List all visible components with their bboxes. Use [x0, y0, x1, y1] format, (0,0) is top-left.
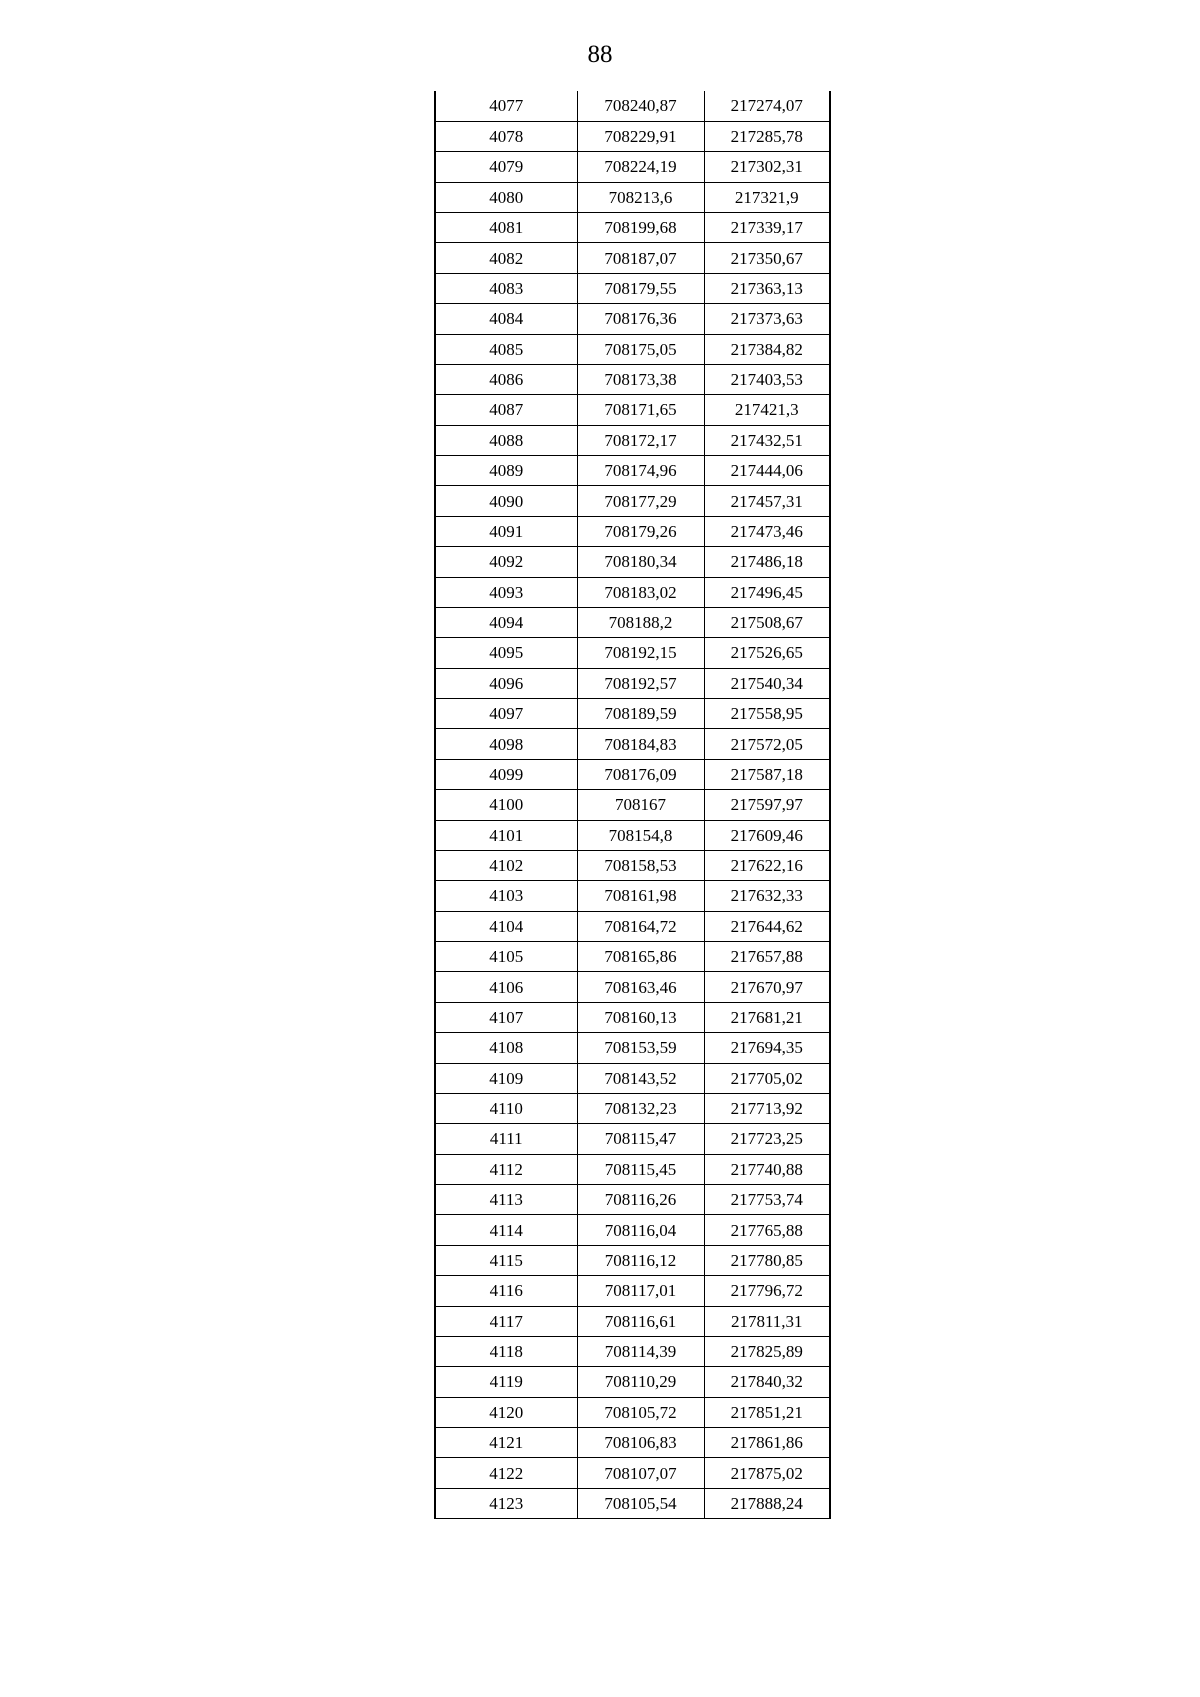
x-coordinate-cell: 708176,36: [577, 304, 704, 334]
table-row: [435, 881, 830, 911]
table-row: [435, 1458, 830, 1488]
table-row: [435, 1367, 830, 1397]
point-number-cell: 4107: [435, 1002, 577, 1032]
table-row: [435, 790, 830, 820]
table-row: [435, 304, 830, 334]
y-coordinate-cell: 217888,24: [704, 1488, 830, 1518]
x-coordinate-cell: 708114,39: [577, 1336, 704, 1366]
table-row: [435, 395, 830, 425]
point-number-cell: 4088: [435, 425, 577, 455]
point-number-cell: 4103: [435, 881, 577, 911]
point-number-cell: 4081: [435, 213, 577, 243]
point-number-cell: 4082: [435, 243, 577, 273]
table-row: [435, 182, 830, 212]
y-coordinate-cell: 217765,88: [704, 1215, 830, 1245]
x-coordinate-cell: 708176,09: [577, 759, 704, 789]
x-coordinate-cell: 708107,07: [577, 1458, 704, 1488]
table-row: [435, 1306, 830, 1336]
x-coordinate-cell: 708132,23: [577, 1093, 704, 1123]
x-coordinate-cell: 708173,38: [577, 364, 704, 394]
y-coordinate-cell: 217508,67: [704, 607, 830, 637]
table-row: [435, 1428, 830, 1458]
y-coordinate-cell: 217670,97: [704, 972, 830, 1002]
y-coordinate-cell: 217457,31: [704, 486, 830, 516]
point-number-cell: 4095: [435, 638, 577, 668]
table-row: [435, 213, 830, 243]
point-number-cell: 4086: [435, 364, 577, 394]
table-row: [435, 273, 830, 303]
table-row: [435, 577, 830, 607]
x-coordinate-cell: 708192,15: [577, 638, 704, 668]
table-row: [435, 911, 830, 941]
y-coordinate-cell: 217811,31: [704, 1306, 830, 1336]
point-number-cell: 4116: [435, 1276, 577, 1306]
y-coordinate-cell: 217597,97: [704, 790, 830, 820]
point-number-cell: 4083: [435, 273, 577, 303]
page-number: 88: [587, 41, 613, 68]
table-row: [435, 1215, 830, 1245]
point-number-cell: 4105: [435, 942, 577, 972]
y-coordinate-cell: 217321,9: [704, 182, 830, 212]
table-row: [435, 1063, 830, 1093]
y-coordinate-cell: 217723,25: [704, 1124, 830, 1154]
point-number-cell: 4093: [435, 577, 577, 607]
table-row: [435, 972, 830, 1002]
x-coordinate-cell: 708167: [577, 790, 704, 820]
y-coordinate-cell: 217780,85: [704, 1245, 830, 1275]
y-coordinate-cell: 217285,78: [704, 121, 830, 151]
y-coordinate-cell: 217861,86: [704, 1428, 830, 1458]
point-number-cell: 4087: [435, 395, 577, 425]
y-coordinate-cell: 217403,53: [704, 364, 830, 394]
point-number-cell: 4096: [435, 668, 577, 698]
table-row: [435, 1033, 830, 1063]
table-row: [435, 456, 830, 486]
table-row: [435, 121, 830, 151]
x-coordinate-cell: 708177,29: [577, 486, 704, 516]
point-number-cell: 4104: [435, 911, 577, 941]
table-row: [435, 486, 830, 516]
table-row: [435, 91, 830, 121]
y-coordinate-cell: 217496,45: [704, 577, 830, 607]
table-row: [435, 607, 830, 637]
x-coordinate-cell: 708164,72: [577, 911, 704, 941]
table-row: [435, 1093, 830, 1123]
point-number-cell: 4100: [435, 790, 577, 820]
x-coordinate-cell: 708174,96: [577, 456, 704, 486]
x-coordinate-cell: 708184,83: [577, 729, 704, 759]
point-number-cell: 4092: [435, 547, 577, 577]
x-coordinate-cell: 708187,07: [577, 243, 704, 273]
point-number-cell: 4111: [435, 1124, 577, 1154]
table-row: [435, 729, 830, 759]
table-row: [435, 547, 830, 577]
table-row: [435, 1488, 830, 1518]
table-row: [435, 425, 830, 455]
x-coordinate-cell: 708160,13: [577, 1002, 704, 1032]
point-number-cell: 4089: [435, 456, 577, 486]
y-coordinate-cell: 217622,16: [704, 850, 830, 880]
y-coordinate-cell: 217644,62: [704, 911, 830, 941]
x-coordinate-cell: 708229,91: [577, 121, 704, 151]
point-number-cell: 4106: [435, 972, 577, 1002]
point-number-cell: 4102: [435, 850, 577, 880]
y-coordinate-cell: 217384,82: [704, 334, 830, 364]
point-number-cell: 4108: [435, 1033, 577, 1063]
y-coordinate-cell: 217632,33: [704, 881, 830, 911]
x-coordinate-cell: 708110,29: [577, 1367, 704, 1397]
y-coordinate-cell: 217705,02: [704, 1063, 830, 1093]
y-coordinate-cell: 217753,74: [704, 1185, 830, 1215]
point-number-cell: 4078: [435, 121, 577, 151]
y-coordinate-cell: 217540,34: [704, 668, 830, 698]
x-coordinate-cell: 708116,04: [577, 1215, 704, 1245]
y-coordinate-cell: 217339,17: [704, 213, 830, 243]
x-coordinate-cell: 708179,26: [577, 516, 704, 546]
point-number-cell: 4122: [435, 1458, 577, 1488]
x-coordinate-cell: 708213,6: [577, 182, 704, 212]
x-coordinate-cell: 708106,83: [577, 1428, 704, 1458]
table-row: [435, 334, 830, 364]
y-coordinate-cell: 217694,35: [704, 1033, 830, 1063]
y-coordinate-cell: 217840,32: [704, 1367, 830, 1397]
x-coordinate-cell: 708116,26: [577, 1185, 704, 1215]
table-row: [435, 942, 830, 972]
table-row: [435, 1276, 830, 1306]
point-number-cell: 4079: [435, 152, 577, 182]
point-number-cell: 4090: [435, 486, 577, 516]
point-number-cell: 4120: [435, 1397, 577, 1427]
y-coordinate-cell: 217572,05: [704, 729, 830, 759]
x-coordinate-cell: 708117,01: [577, 1276, 704, 1306]
point-number-cell: 4094: [435, 607, 577, 637]
table-row: [435, 1002, 830, 1032]
table-row: [435, 1154, 830, 1184]
x-coordinate-cell: 708192,57: [577, 668, 704, 698]
point-number-cell: 4091: [435, 516, 577, 546]
y-coordinate-cell: 217274,07: [704, 91, 830, 121]
x-coordinate-cell: 708105,54: [577, 1488, 704, 1518]
point-number-cell: 4112: [435, 1154, 577, 1184]
y-coordinate-cell: 217363,13: [704, 273, 830, 303]
y-coordinate-cell: 217681,21: [704, 1002, 830, 1032]
y-coordinate-cell: 217587,18: [704, 759, 830, 789]
table-row: [435, 516, 830, 546]
x-coordinate-cell: 708161,98: [577, 881, 704, 911]
x-coordinate-cell: 708179,55: [577, 273, 704, 303]
table-row: [435, 364, 830, 394]
y-coordinate-cell: 217609,46: [704, 820, 830, 850]
point-number-cell: 4077: [435, 91, 577, 121]
x-coordinate-cell: 708158,53: [577, 850, 704, 880]
y-coordinate-cell: 217373,63: [704, 304, 830, 334]
point-number-cell: 4117: [435, 1306, 577, 1336]
x-coordinate-cell: 708116,12: [577, 1245, 704, 1275]
y-coordinate-cell: 217796,72: [704, 1276, 830, 1306]
point-number-cell: 4109: [435, 1063, 577, 1093]
y-coordinate-cell: 217740,88: [704, 1154, 830, 1184]
point-number-cell: 4123: [435, 1488, 577, 1518]
x-coordinate-cell: 708240,87: [577, 91, 704, 121]
y-coordinate-cell: 217486,18: [704, 547, 830, 577]
x-coordinate-cell: 708180,34: [577, 547, 704, 577]
point-number-cell: 4085: [435, 334, 577, 364]
y-coordinate-cell: 217421,3: [704, 395, 830, 425]
table-row: [435, 1245, 830, 1275]
point-number-cell: 4115: [435, 1245, 577, 1275]
y-coordinate-cell: 217473,46: [704, 516, 830, 546]
table-row: [435, 1336, 830, 1366]
x-coordinate-cell: 708115,47: [577, 1124, 704, 1154]
x-coordinate-cell: 708165,86: [577, 942, 704, 972]
x-coordinate-cell: 708175,05: [577, 334, 704, 364]
y-coordinate-cell: 217526,65: [704, 638, 830, 668]
point-number-cell: 4114: [435, 1215, 577, 1245]
x-coordinate-cell: 708115,45: [577, 1154, 704, 1184]
point-number-cell: 4113: [435, 1185, 577, 1215]
point-number-cell: 4099: [435, 759, 577, 789]
x-coordinate-cell: 708188,2: [577, 607, 704, 637]
table-row: [435, 699, 830, 729]
y-coordinate-cell: 217851,21: [704, 1397, 830, 1427]
y-coordinate-cell: 217875,02: [704, 1458, 830, 1488]
x-coordinate-cell: 708224,19: [577, 152, 704, 182]
x-coordinate-cell: 708171,65: [577, 395, 704, 425]
coordinates-table: [434, 91, 831, 1519]
y-coordinate-cell: 217302,31: [704, 152, 830, 182]
x-coordinate-cell: 708163,46: [577, 972, 704, 1002]
y-coordinate-cell: 217558,95: [704, 699, 830, 729]
x-coordinate-cell: 708105,72: [577, 1397, 704, 1427]
x-coordinate-cell: 708143,52: [577, 1063, 704, 1093]
point-number-cell: 4101: [435, 820, 577, 850]
point-number-cell: 4118: [435, 1336, 577, 1366]
x-coordinate-cell: 708172,17: [577, 425, 704, 455]
point-number-cell: 4080: [435, 182, 577, 212]
table-row: [435, 668, 830, 698]
x-coordinate-cell: 708154,8: [577, 820, 704, 850]
point-number-cell: 4084: [435, 304, 577, 334]
table-row: [435, 820, 830, 850]
point-number-cell: 4119: [435, 1367, 577, 1397]
point-number-cell: 4097: [435, 699, 577, 729]
x-coordinate-cell: 708116,61: [577, 1306, 704, 1336]
table-row: [435, 1397, 830, 1427]
y-coordinate-cell: 217350,67: [704, 243, 830, 273]
x-coordinate-cell: 708183,02: [577, 577, 704, 607]
table-row: [435, 1185, 830, 1215]
x-coordinate-cell: 708199,68: [577, 213, 704, 243]
y-coordinate-cell: 217713,92: [704, 1093, 830, 1123]
table-row: [435, 638, 830, 668]
point-number-cell: 4110: [435, 1093, 577, 1123]
point-number-cell: 4121: [435, 1428, 577, 1458]
table-row: [435, 152, 830, 182]
y-coordinate-cell: 217825,89: [704, 1336, 830, 1366]
coordinates-table-body: [435, 91, 830, 1519]
x-coordinate-cell: 708189,59: [577, 699, 704, 729]
y-coordinate-cell: 217432,51: [704, 425, 830, 455]
point-number-cell: 4098: [435, 729, 577, 759]
table-row: [435, 850, 830, 880]
y-coordinate-cell: 217444,06: [704, 456, 830, 486]
y-coordinate-cell: 217657,88: [704, 942, 830, 972]
table-row: [435, 759, 830, 789]
x-coordinate-cell: 708153,59: [577, 1033, 704, 1063]
table-row: [435, 243, 830, 273]
table-row: [435, 1124, 830, 1154]
